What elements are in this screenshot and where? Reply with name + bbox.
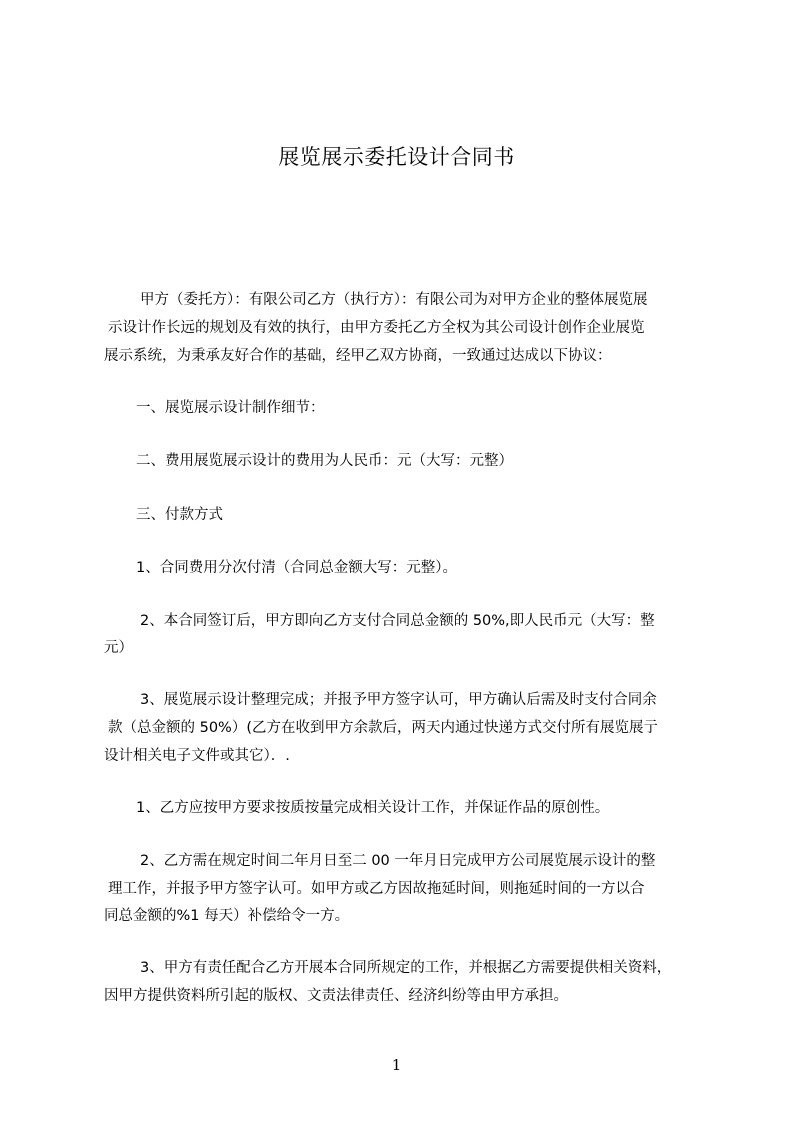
payment-item-2-line-1: 2、本合同签订后，甲方即向乙方支付合同总金额的 50%,即人民币元（大写：整: [140, 613, 655, 629]
obligation-item-3-line-1: 3、甲方有责任配合乙方开展本合同所规定的工作，并根据乙方需要提供相关资料，: [140, 960, 672, 976]
obligation-item-1: 1、乙方应按甲方要求按质按量完成相关设计工作，并保证作品的原创性。: [136, 800, 610, 816]
section-heading-1: 一、展览展示设计制作细节：: [136, 400, 325, 416]
obligation-item-2-line-3: 同总金额的%1 每天）补偿给令一方。: [104, 908, 350, 924]
section-heading-2: 二、费用展览展示设计的费用为人民币：元（大写：元整）: [136, 453, 513, 469]
intro-line-2: 示设计作长远的规划及有效的执行，由甲方委托乙方全权为其公司设计创作企业展览: [108, 320, 645, 336]
payment-item-3-line-1: 3、展览展示设计整理完成；并报予甲方签字认可，甲方确认后需及时支付合同余: [140, 692, 657, 708]
payment-item-1: 1、合同费用分次付清（合同总金额大写：元整）。: [136, 560, 457, 576]
page-number: 1: [391, 1056, 402, 1074]
payment-item-3-line-2: 款（总金额的 50%）(乙方在收到甲方余款后，两天内通过快递方式交付所有展览展亍: [108, 720, 658, 736]
section-heading-3: 三、付款方式: [136, 507, 223, 523]
obligation-item-2-line-1: 2、乙方需在规定时间二年月日至二 00 一年月日完成甲方公司展览展示设计的整: [140, 853, 656, 869]
obligation-item-2-line-2: 理工作，并报予甲方签字认可。如甲方或乙方因故拖延时间，则拖延时间的一方以合: [108, 881, 645, 897]
document-title: 展览展示委托设计合同书: [278, 145, 515, 169]
intro-line-1: 甲方（委托方）：有限公司乙方（执行方）：有限公司为对甲方企业的整体展览展: [140, 292, 648, 308]
payment-item-2-line-2: 元）: [104, 640, 133, 656]
obligation-item-3-line-2: 因甲方提供资料所引起的版权、文责法律责任、经济纠纷等由甲方承担。: [104, 988, 568, 1004]
payment-item-3-line-3: 设计相关电子文件或其它）．.: [104, 748, 290, 764]
intro-line-3: 展示系统，为秉承友好合作的基础，经甲乙双方协商，一致通过达成以下协议：: [104, 348, 612, 364]
